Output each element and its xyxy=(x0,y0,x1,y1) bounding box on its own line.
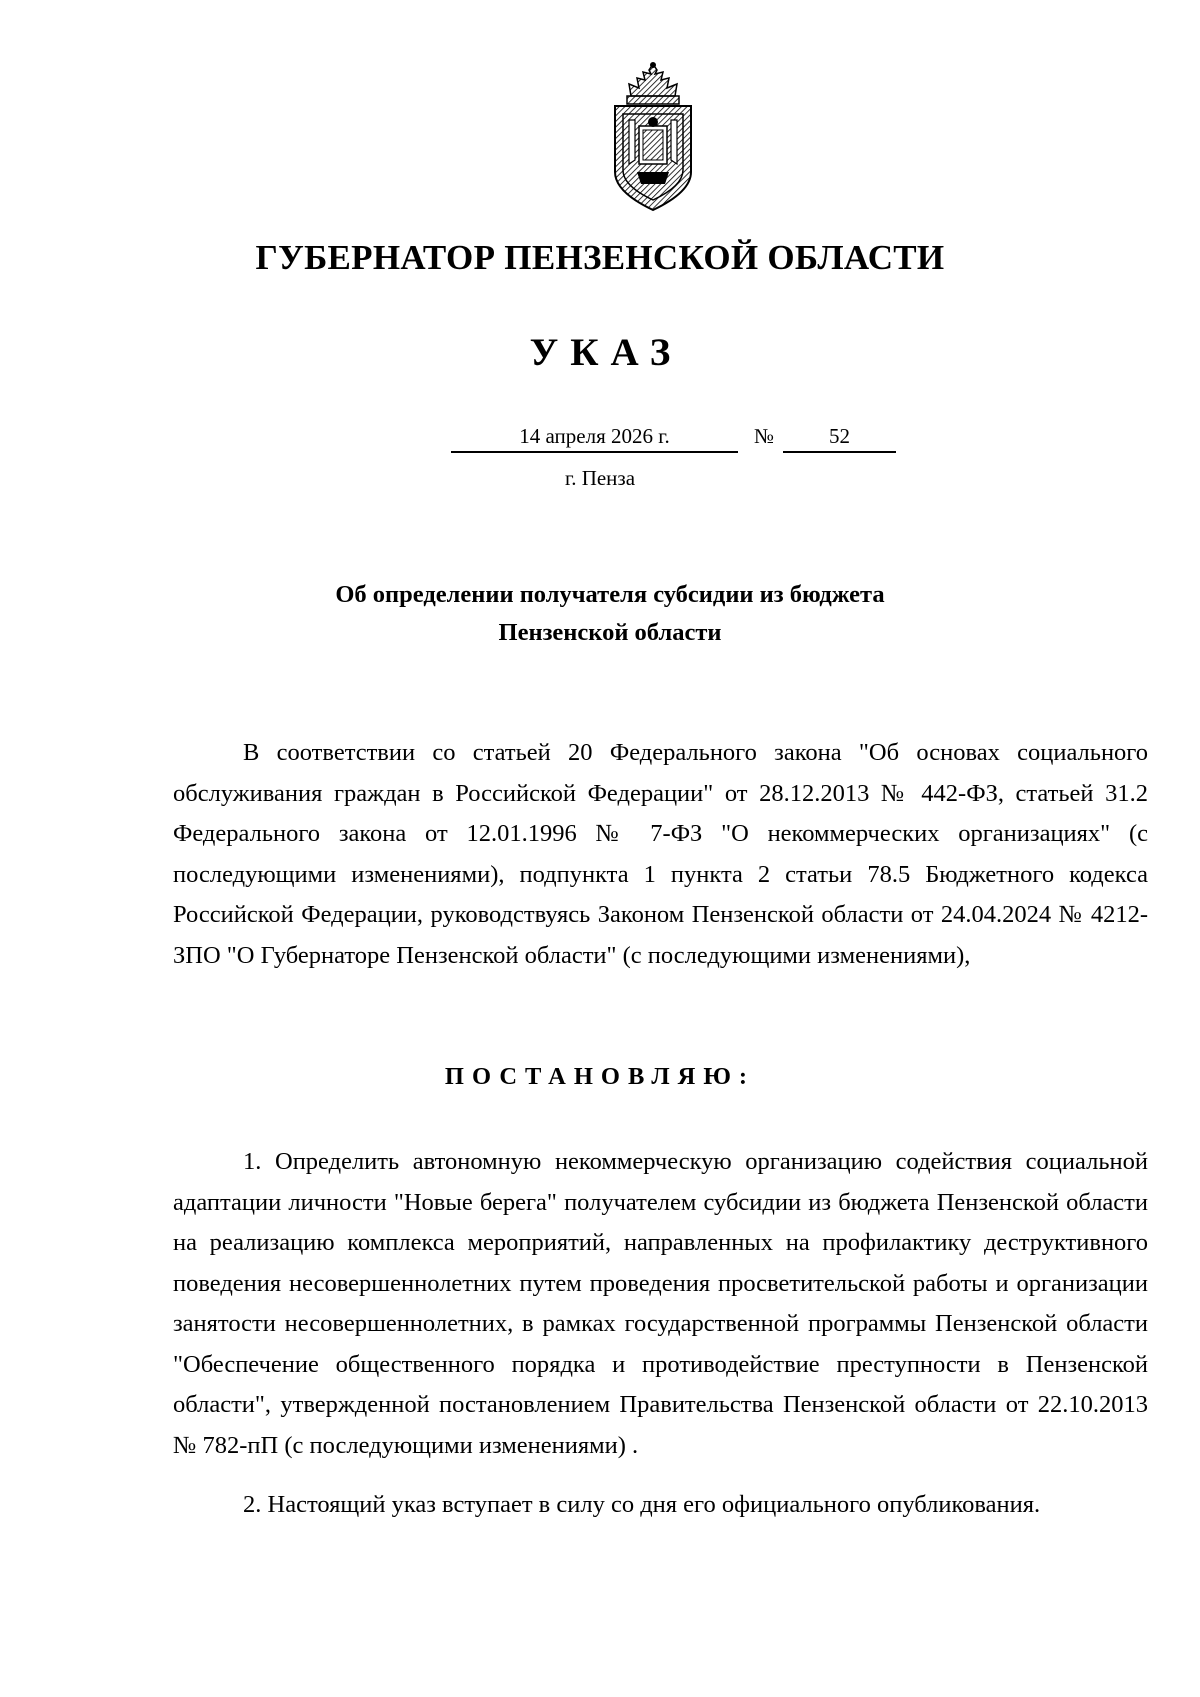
document-number: 52 xyxy=(783,421,896,453)
document-title: Об определении получателя субсидии из бюджета Пензенской области xyxy=(335,581,885,646)
document-date: 14 апреля 2026 г. xyxy=(451,421,738,453)
city-of-issue: г. Пенза xyxy=(564,466,636,490)
decree-item-2: 2. Настоящий указ вступает в силу со дня его официального опубликования. xyxy=(243,1491,1041,1518)
issuing-authority-heading: ГУБЕРНАТОР ПЕНЗЕНСКОЙ ОБЛАСТИ xyxy=(255,238,945,277)
coat-of-arms-emblem xyxy=(603,60,703,215)
decree-word: ПОСТАНОВЛЯЮ: xyxy=(444,1063,756,1090)
decree-item-1: 1. Определить автономную некоммерческую организацию содействия социальной адаптации личности "Новые берега" получателем субсидии из бюджета Пензенской области на реализацию комплекса мероприятий, направленных на профилактику деструктивного поведения несовершеннолетних путем проведения просветительской работы и организации занятости несовершеннолетних, в рамках государственной программы Пензенской области "Обеспечение общественного порядка и противодействие преступности в Пензенской области", утвержденной постановлением Правительства Пензенской области от 22.10.2013 № 782-пП (с последующими изменениями) . xyxy=(173,1148,1148,1459)
number-sign: № xyxy=(753,424,775,448)
preamble-paragraph: В соответствии со статьей 20 Федерального закона "Об основах социального обслуживания граждан в Российской Федерации" от 28.12.2013 № 442-ФЗ, статьей 31.2 Федерального закона от 12.01.1996 № 7-ФЗ "О некоммерческих организациях" (с последующими изменениями), подпункта 1 пункта 2 статьи 78.5 Бюджетного кодекса Российской Федерации, руководствуясь Законом Пензенской области от 24.04.2024 № 4212-ЗПО "О Губернаторе Пензенской области" (с последующими изменениями), xyxy=(173,739,1148,969)
document-type-heading: УКАЗ xyxy=(529,331,683,374)
